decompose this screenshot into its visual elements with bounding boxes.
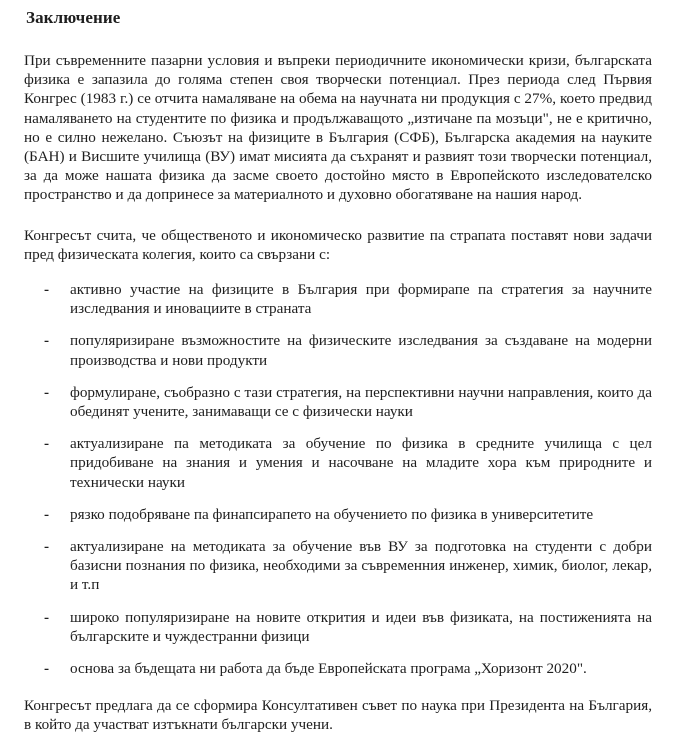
list-item [24,608,652,646]
bullet-dash: - [44,281,50,299]
list-item-text: формулиране, съобразно с тази стратегия, на перспективни научни направления, които да обединят учените, занимаващи се с физически науки [70,383,652,421]
list-item [24,505,652,524]
tasks-list [24,280,652,678]
list-item-text: широко популяризиране на новите открития и идеи във физиката, на постиженията на българските и чуждестранни физици [70,608,652,645]
bullet-dash: - [44,435,50,453]
list-item-text: популяризиране възможностите на физическите изследвания за създаване на модерни производства и нови продукти [70,332,652,369]
list-item-text: актуализиране па методиката за обучение по физика в средните училища с цел придобиване на знания и умения и насочване на младите хора към природните и технически науки [70,435,652,491]
list-item [24,537,652,595]
list-item-text: рязко подобряване па финапсирапето на обучението по физика в университетите [70,505,594,523]
list-item [24,659,652,678]
list-item-text: актуализиране на методиката за обучение във ВУ за подготовка на студенти с добри базисни познания по физика, необходими за съвременния инженер, химик, биолог, лекар, и т.п [70,538,652,594]
list-item-text: основа за бъдещата ни работа да бъде Европейската програма „Хоризонт 2020". [70,660,587,678]
section-heading: Заключение [26,8,121,27]
list-item [24,331,652,369]
bullet-dash: - [44,660,50,678]
list-item [24,383,652,421]
bullet-dash: - [44,538,50,556]
list-item-text: активно участие на физиците в България при формирапе па стратегия за научните изследвания и иновациите в страната [70,281,652,318]
document-page [24,8,652,735]
list-item [24,434,652,492]
list-item [24,280,652,318]
bullet-dash: - [44,332,50,350]
bullet-dash: - [44,608,50,626]
intro-paragraph: При съвременните пазарни условия и въпреки периодичните икономически кризи, българската физика е запазила до голяма степен своя творчески потенциал. През периода след Първия Конгрес (1983 г.) се отчита намаляване на обема на научната ни продукция с 27%, което предвид намаляването на студентите по физика и продължаващото „изтичане па мозъци", не е критично, но е силно нежелано. Съюзът на физиците в България (СФБ), Българска академия на науките (БАН) и Висшите училища (ВУ) имат мисията да съхранят и развият този творчески потенциал, за да може нашата физика да засме своето достойно място в Европейското изследователско пространство и да допринесе за материалното и духовно обогатяване на нашия народ. [24,52,652,204]
bullet-dash: - [44,383,50,401]
closing-paragraph: Конгресът предлага да се сформира Консултативен съвет по наука при Президента на България, в който да участват изтъкнати български учени. [24,697,652,734]
tasks-intro-paragraph: Конгресът счита, че общественото и икономическо развитие па страпата поставят нови задачи пред физическата колегия, които са свързани с: [24,226,652,263]
bullet-dash: - [44,505,50,523]
